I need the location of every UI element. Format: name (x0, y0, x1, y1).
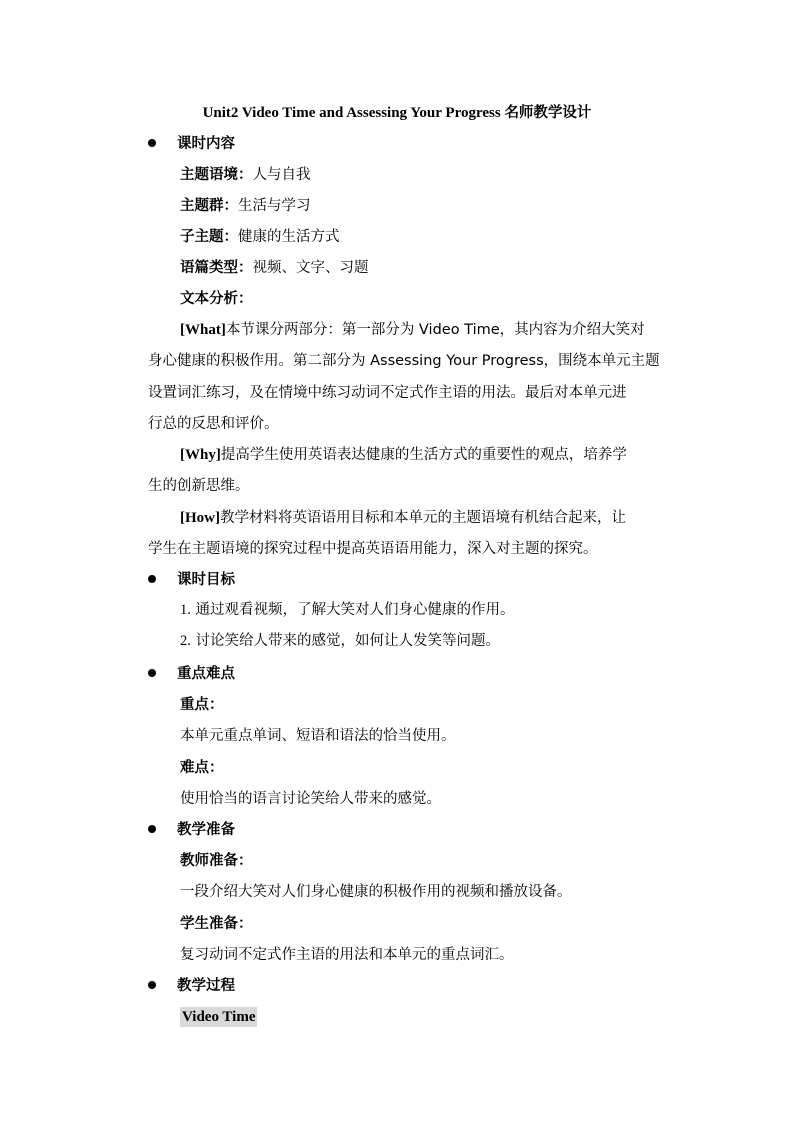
what-paragraph: [What]本节课分两部分：第一部分为 Video Time，其内容为介绍大笑对 身心健康的积极作用。第二部分为 Assessing Your Progress，围绕本单元主题 设置词汇练习，及在情境中练习动词不定式作主语的用法。最后对本单元进 行总的反思和评价。 (148, 322, 660, 432)
bullet-icon (148, 825, 156, 833)
section-heading-lesson-content: 课时内容 (148, 133, 235, 154)
bullet-icon (148, 669, 156, 677)
section-heading-key-points: 重点难点 (148, 663, 235, 684)
objective-item-2: 2. 讨论笑给人带来的感觉，如何让人发笑等问题。 (180, 633, 500, 649)
student-prep-label: 学生准备： (180, 916, 253, 932)
text-type-line: 语篇类型：视频、文字、习题 (180, 260, 369, 276)
why-paragraph: [Why]提高学生使用英语表达健康的生活方式的重要性的观点，培养学 生的创新思维。 (148, 447, 627, 495)
topic-group-line: 主题群：生活与学习 (180, 198, 311, 214)
objective-item-1: 1. 通过观看视频，了解大笑对人们身心健康的作用。 (180, 602, 515, 618)
key-point-text: 本单元重点单词、短语和语法的恰当使用。 (180, 728, 456, 744)
difficulty-label: 难点： (180, 760, 224, 776)
teacher-prep-text: 一段介绍大笑对人们身心健康的积极作用的视频和播放设备。 (180, 884, 572, 900)
key-point-label: 重点： (180, 697, 224, 713)
video-time-subheading: Video Time (182, 1009, 256, 1025)
bullet-icon (148, 981, 156, 989)
section-heading-objectives: 课时目标 (148, 569, 235, 590)
section-heading-procedure: 教学过程 (148, 975, 235, 996)
subtopic-line: 子主题：健康的生活方式 (180, 229, 340, 245)
student-prep-text: 复习动词不定式作主语的用法和本单元的重点词汇。 (180, 947, 514, 963)
how-paragraph: [How]教学材料将英语语用目标和本单元的主题语境有机结合起来，让 学生在主题语境的探究过程中提高英语语用能力，深入对主题的探究。 (148, 510, 626, 558)
document-title (0, 101, 794, 122)
bullet-icon (148, 139, 156, 147)
title-chinese: 名师教学设计 (504, 105, 592, 121)
bullet-icon (148, 575, 156, 583)
topic-context-line: 主题语境：人与自我 (180, 167, 311, 183)
difficulty-text: 使用恰当的语言讨论笑给人带来的感觉。 (180, 791, 441, 807)
title-english: Unit2 Video Time and Assessing Your Progress (202, 105, 501, 121)
teacher-prep-label: 教师准备： (180, 853, 253, 869)
section-heading-preparation: 教学准备 (148, 819, 235, 840)
text-analysis-line: 文本分析： (180, 291, 253, 307)
